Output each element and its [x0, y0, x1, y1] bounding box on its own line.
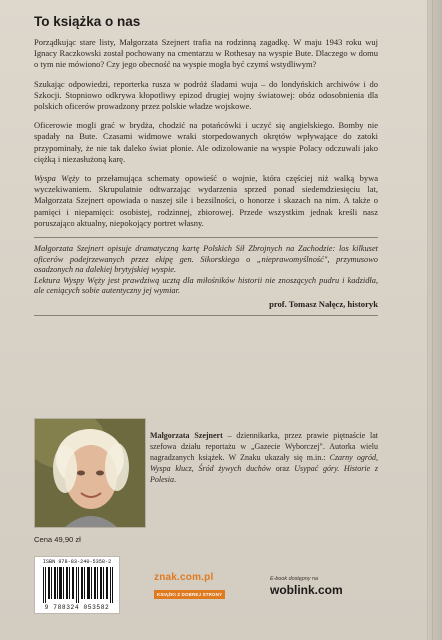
ebook-label: E-book dostępny na: [270, 576, 318, 582]
author-bio-text-a: – dziennikarka, przez prawie piętnaście lat szefowa działu reportażu w „Gazecie Wyborczej". Autorka wielu nagradzanych książek. W Znaku ukazały się m.in.:: [150, 431, 379, 462]
book-title-italic: Wyspa Węży: [34, 173, 80, 184]
review-quote-2: Lektura Wyspy Węży jest prawdziwą ucztą dla miłośników historii nie znoszących pudru i kadzidła, ale ceniących sobie autentyczny jej wymiar.: [34, 275, 378, 296]
publisher-tagline: KSIĄŻKI Z DOBREJ STRONY: [154, 590, 225, 599]
isbn-barcode: [34, 556, 120, 614]
author-section: [34, 418, 378, 538]
author-works-2: Usypać góry. Historie z Polesia: [150, 464, 378, 484]
publisher-name: znak.com.pl: [154, 572, 214, 583]
blurb-title: To książka o nas: [34, 14, 141, 29]
author-works-1: Czarny ogród, Wyspa klucz, Śród żywych duchów: [150, 453, 378, 473]
author-bio-text-c: .: [174, 475, 176, 484]
divider-top: [34, 237, 378, 238]
author-portrait-illustration: [35, 419, 145, 527]
blurb-paragraph-4-text: to przełamująca schematy opowieść o wojnie, która częściej niż walką bywa wyczekiwaniem. Skrupulatnie odtwarzając wydarzenia sprzed ponad siedemdziesięciu lat, Małgorzata Szejnert opowiada o naszej sile i bezsilności, o honorze i skazach na nim. A także o pamięci i niepamięci: osobistej, rodzinnej, zbiorowej. Przede wszystkim jednak kreśli nasz poruszająco aktualny, niepokojący portret własny.: [34, 173, 378, 228]
review-quote-1: Małgorzata Szejnert opisuje dramatyczną kartę Polskich Sił Zbrojnych na Zachodzie: los kilkuset oficerów podejrzewanych przez ekipę gen. Sikorskiego o „nieprawomyślność", przymusowo osadzonych na dalekiej brytyjskiej wyspie.: [34, 244, 378, 275]
divider-bottom: [34, 315, 378, 316]
cover-spine-edge: [427, 0, 442, 640]
blurb-paragraph-3: Oficerowie mogli grać w brydża, chodzić na potańcówki i uczyć się angielskiego. Bomby nie spadały na Bute. Czasami widmowe wraki storpedowanych okrętów wpływające do zatoki przypominały, że nie tak daleko świat płonie. Ale odizolowanie na wyspie Polacy odczuwali jako ciężką i niezasłużoną karę.: [34, 120, 378, 164]
blurb-section: [34, 14, 378, 322]
author-name: Małgorzata Szejnert: [150, 431, 223, 440]
isbn-label: ISBN 978-83-240-5358-2: [42, 559, 112, 565]
ebook-info: [270, 576, 360, 597]
blurb-paragraph-2: Szukając odpowiedzi, reporterka rusza w podróż śladami wuja – do londyńskich archiwów i do Szkocji. Stopniowo odkrywa kłopotliwy epizod drugiej wojny światowej: obóz odosobnienia dla polskich oficerów prowadzony przez polskie władze wojskowe.: [34, 78, 378, 112]
publisher-logo: [154, 572, 236, 601]
blurb-paragraph-1: Porządkując stare listy, Małgorzata Szejnert trafia na rodzinną zagadkę. W maju 1943 roku wuj Ignacy Raczkowski został pochowany na cmentarzu w Rothesay na wyspie Bute. Dlaczego w domu o tym nie mówiono? Czy jego obecność na wyspie mogła być czymś wstydliwym?: [34, 37, 378, 70]
author-bio: [150, 430, 378, 485]
author-photo: [34, 418, 146, 528]
review-author: prof. Tomasz Nałęcz, historyk: [269, 299, 378, 310]
blurb-paragraph-4: [34, 173, 378, 229]
barcode-bars: [41, 567, 115, 603]
ebook-store-logo: woblink.com: [270, 583, 343, 597]
barcode-digits: 9 788324 053582: [44, 604, 110, 611]
author-bio-text-b: oraz: [271, 464, 295, 473]
price-label: Cena 49,90 zł: [34, 535, 81, 544]
